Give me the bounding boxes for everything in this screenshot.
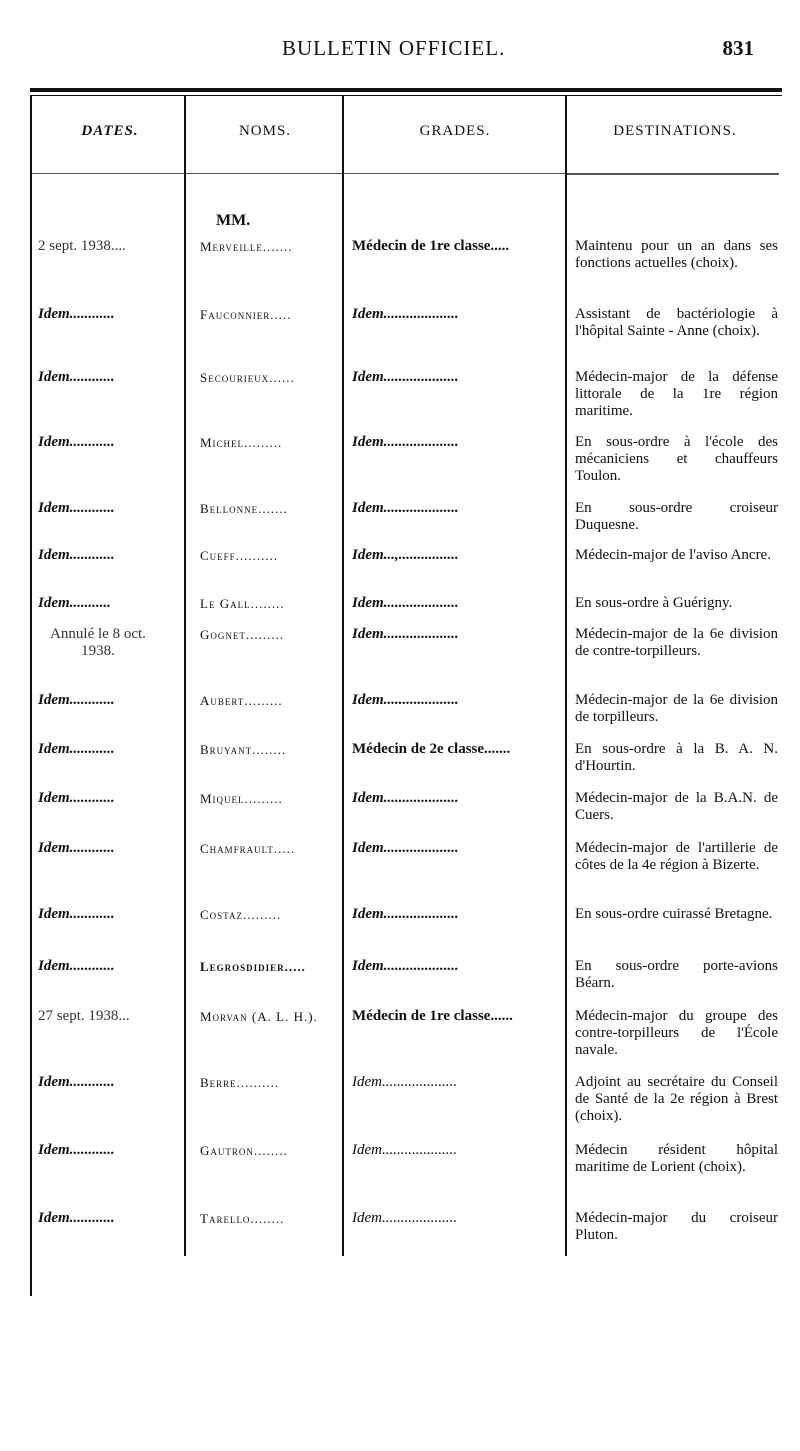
column-header-grades: GRADES.: [419, 123, 491, 139]
row-destination: Médecin-major de l'artillerie de côtes de la 4e région à Bizerte.: [575, 840, 778, 873]
row-date: Idem............: [38, 1210, 115, 1226]
row-date: Idem............: [38, 906, 115, 922]
row-date: 2 sept. 1938....: [38, 238, 126, 254]
page-number: 831: [722, 36, 754, 60]
row-name: Tarello........: [200, 1211, 285, 1226]
header-separator-dates: [32, 173, 184, 174]
row-date: Idem............: [38, 1074, 115, 1090]
row-date: Idem............: [38, 790, 115, 806]
mm-label: MM.: [216, 212, 251, 229]
row-name: Gautron........: [200, 1143, 288, 1158]
row-name: Merveille.......: [200, 239, 293, 254]
row-date: Annulé le 8 oct. 1938.: [50, 626, 146, 659]
row-name: Fauconnier.....: [200, 307, 292, 322]
column-divider-3: [565, 96, 567, 1256]
top-rule-thin: [30, 95, 782, 96]
header-separator-noms: [186, 173, 342, 174]
row-date: Idem............: [38, 500, 115, 516]
row-date: Idem............: [38, 1142, 115, 1158]
row-name: Le Gall........: [200, 596, 285, 611]
row-date: Idem............: [38, 958, 115, 974]
row-grade: Idem....................: [352, 626, 459, 642]
row-date: Idem............: [38, 741, 115, 757]
row-grade: Idem....................: [352, 790, 459, 806]
row-date: Idem............: [38, 306, 115, 322]
column-header-dates: DATES.: [81, 123, 139, 139]
row-destination: Médecin-major de la défense littorale de la 1re région maritime.: [575, 369, 778, 419]
row-name: Chamfrault.....: [200, 841, 296, 856]
header-separator-grades: [344, 173, 565, 174]
row-name: Secourieux......: [200, 370, 295, 385]
running-head: [0, 36, 800, 66]
row-destination: Médecin-major de la 6e division de torpilleurs.: [575, 692, 778, 725]
row-grade: Idem...,................: [352, 547, 459, 563]
column-divider-1: [184, 96, 186, 1256]
row-name: Costaz.........: [200, 907, 282, 922]
row-date: Idem............: [38, 840, 115, 856]
row-grade: Médecin de 1re classe.....: [352, 238, 510, 254]
row-grade: Idem....................: [352, 906, 459, 922]
row-name: Miquel.........: [200, 791, 283, 806]
row-grade: Idem....................: [352, 692, 459, 708]
row-name: Cueff..........: [200, 548, 279, 563]
row-destination: En sous-ordre cuirassé Bretagne.: [575, 906, 773, 922]
row-date: Idem...........: [38, 595, 111, 611]
row-grade: Idem....................: [352, 434, 459, 450]
row-destination: Médecin-major du croiseur Pluton.: [575, 1210, 778, 1243]
row-date: 27 sept. 1938...: [38, 1008, 130, 1024]
row-destination: En sous-ordre à la B. A. N. d'Hourtin.: [575, 741, 778, 774]
row-grade: Idem....................: [352, 1074, 457, 1090]
row-destination: En sous-ordre à l'école des mécaniciens et chauffeurs Toulon.: [575, 434, 778, 484]
column-divider-left: [30, 96, 32, 1296]
row-destination: Médecin-major de l'aviso Ancre.: [575, 547, 771, 563]
row-destination: En sous-ordre porte-avions Béarn.: [575, 958, 778, 991]
row-destination: Médecin-major de la B.A.N. de Cuers.: [575, 790, 778, 823]
header-separator-destinations: [567, 173, 779, 175]
row-name: Michel.........: [200, 435, 283, 450]
row-date: Idem............: [38, 434, 115, 450]
row-destination: Maintenu pour un an dans ses fonctions actuelles (choix).: [575, 238, 778, 271]
row-grade: Médecin de 2e classe.......: [352, 741, 511, 757]
column-header-noms: NOMS.: [238, 123, 292, 139]
row-name: Bellonne.......: [200, 501, 288, 516]
row-destination: Adjoint au secrétaire du Conseil de Santé de la 2e région à Brest (choix).: [575, 1074, 778, 1124]
row-grade: Idem....................: [352, 958, 459, 974]
row-destination: Assistant de bactériologie à l'hôpital Sainte - Anne (choix).: [575, 306, 778, 339]
row-date: Idem............: [38, 369, 115, 385]
row-grade: Idem....................: [352, 840, 459, 856]
row-destination: En sous-ordre croiseur Duquesne.: [575, 500, 778, 533]
row-destination: Médecin résident hôpital maritime de Lorient (choix).: [575, 1142, 778, 1175]
row-name: Aubert.........: [200, 693, 283, 708]
row-name: Morvan (A. L. H.).: [200, 1009, 318, 1024]
row-destination: En sous-ordre à Guérigny.: [575, 595, 733, 611]
row-grade: Idem....................: [352, 595, 459, 611]
row-name: Gognet.........: [200, 627, 285, 642]
row-grade: Idem....................: [352, 500, 459, 516]
row-name: Berre..........: [200, 1075, 280, 1090]
row-grade: Médecin de 1re classe......: [352, 1008, 513, 1024]
row-name: Legrosdidier.....: [200, 959, 306, 974]
row-destination: Médecin-major de la 6e division de contre-torpilleurs.: [575, 626, 778, 659]
column-header-destinations: DESTINATIONS.: [613, 123, 737, 139]
row-date: Idem............: [38, 547, 115, 563]
top-rule-thick: [30, 88, 782, 92]
column-divider-2: [342, 96, 344, 1256]
row-date: Idem............: [38, 692, 115, 708]
bulletin-title: BULLETIN OFFICIEL.: [282, 36, 506, 60]
row-destination: Médecin-major du groupe des contre-torpilleurs de l'École navale.: [575, 1008, 778, 1058]
row-grade: Idem....................: [352, 306, 459, 322]
row-name: Bruyant........: [200, 742, 287, 757]
row-grade: Idem....................: [352, 369, 459, 385]
row-grade: Idem....................: [352, 1142, 457, 1158]
row-grade: Idem....................: [352, 1210, 457, 1226]
